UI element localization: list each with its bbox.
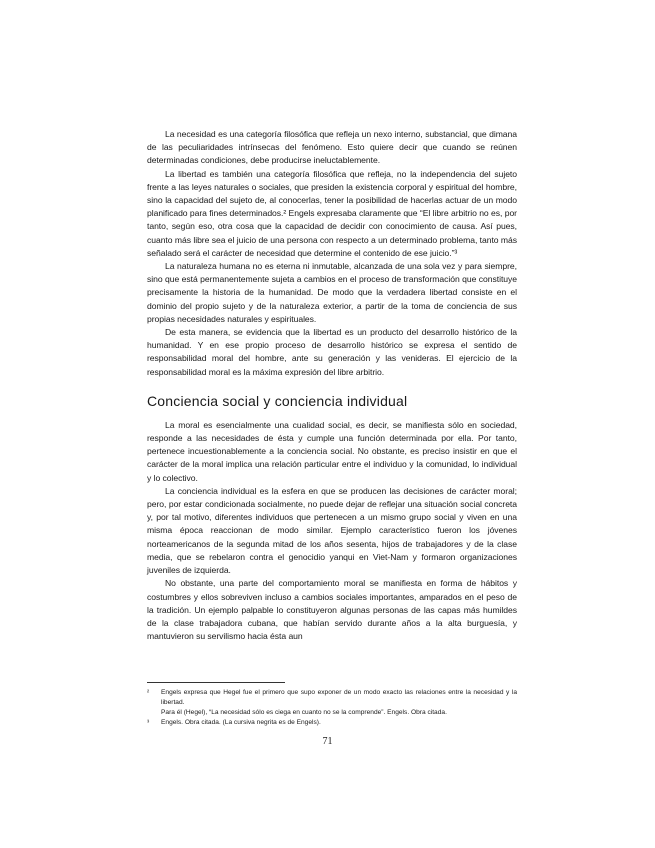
footnote: [147, 688, 517, 708]
paragraph: De esta manera, se evidencia que la libertad es un producto del desarrollo histórico de la humanidad. Y en ese propio proceso de desarrollo histórico se expresa el sentido de responsabilidad moral del hombre, ante su generación y las venideras. El ejercicio de la responsabilidad moral es la máxima expresión del libre arbitrio.: [147, 327, 517, 377]
footnotes: [147, 688, 517, 728]
paragraph: La libertad es también una categoría filosófica que refleja, no la independencia del sujeto frente a las leyes naturales o sociales, que presiden la existencia corporal y espiritual del hombre, sino la capacidad del sujeto de, al conocerlas, tener la posibilidad de hacerlas actuar de un modo planificado para fines determinados.² Engels expresaba claramente que “El libre arbitrio no es, por tanto, según eso, otra cosa que la capacidad de decidir con conocimiento de causa. Así pues, cuanto más libre sea el juicio de una persona con respecto a un determinado problema, tanto más señalado será el carácter de necesidad que determine el contenido de ese juicio.”³: [147, 168, 517, 258]
footnote-text: Engels. Obra citada. (La cursiva negrita es de Engels).: [161, 719, 321, 726]
footnote: [147, 708, 517, 718]
footnote: [147, 718, 517, 728]
paragraph: La necesidad es una categoría filosófica que refleja un nexo interno, substancial, que dimana de las peculiaridades intrínsecas del fenómeno. Esto quiere decir que cuando se reúnen determinadas condiciones, debe producirse ineluctablemente.: [147, 129, 517, 166]
footnote-text: Engels expresa que Hegel fue el primero que supo exponer de un modo exacto las relaciones entre la necesidad y la libertad.: [161, 689, 517, 706]
page-number: 71: [322, 736, 333, 747]
main-text: [147, 128, 517, 643]
footnote-number: ³: [147, 719, 150, 726]
paragraph: La conciencia individual es la esfera en que se producen las decisiones de carácter moral; pero, por estar condicionada socialmente, no puede dejar de reflejar una situación social concreta y, por tal motivo, diferentes individuos que pertenecen a un mismo grupo social y viven en una misma época reaccionan de modo similar. Ejemplo característico fueron los jóvenes norteamericanos de la segunda mitad de los años sesenta, hijos de trabajadores y de la clase media, que se rebelaron contra el genocidio yanqui en Viet-Nam y formaron organizaciones juveniles de izquierda.: [147, 485, 517, 576]
paragraph: La naturaleza humana no es eterna ni inmutable, alcanzada de una sola vez y para siempre, sino que está permanentemente sujeta a cambios en el proceso de transformación que constituye precisamente la historia de la humanidad. De modo que la verdadera libertad consiste en el dominio del propio sujeto y de la naturaleza exterior, a partir de la toma de conciencia de sus propias necesidades naturales y espirituales.: [147, 261, 517, 324]
section-heading: Conciencia social y conciencia individual: [147, 392, 408, 409]
footnote-divider: [147, 682, 285, 683]
footnote-text: Para él (Hegel), “La necesidad sólo es ciega en cuanto no se la comprende”. Engels. Obra citada.: [161, 709, 447, 716]
footnote-number: ²: [147, 689, 150, 696]
paragraph: No obstante, una parte del comportamiento moral se manifiesta en forma de hábitos y costumbres y ellos sobreviven incluso a cambios sociales importantes, amparados en el peso de la tradición. Un ejemplo palpable lo constituyeron algunas personas de las capas más humildes de la clase trabajadora cubana, que habían servido durante años a la alta burguesía, y mantuvieron su servilismo hacia ésta aun: [147, 578, 517, 642]
paragraph: La moral es esencialmente una cualidad social, es decir, se manifiesta sólo en sociedad, responde a las necesidades de ésta y cumple una función determinada por ella. Por tanto, pertenece incuestionablemente a la conciencia social. No obstante, es preciso insistir en que el carácter de la moral implica una relación particular entre el individuo y la comunidad, lo individual y lo colectivo.: [147, 419, 517, 483]
